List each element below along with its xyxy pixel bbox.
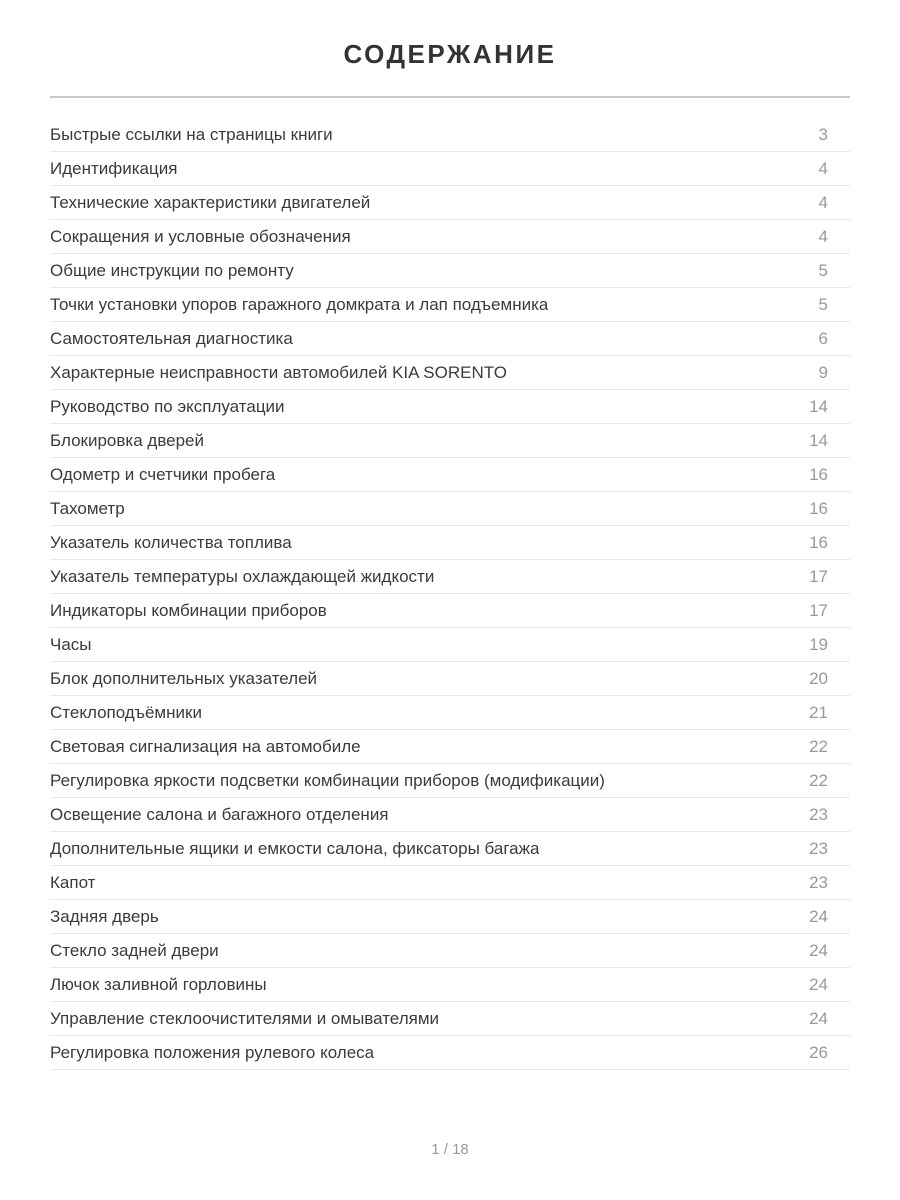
title-divider xyxy=(50,96,850,98)
toc-item-title: Руководство по эксплуатации xyxy=(50,396,285,416)
toc-item-page: 4 xyxy=(818,192,828,212)
toc-item-title: Часы xyxy=(50,634,92,654)
toc-item-page: 22 xyxy=(809,770,828,790)
toc-item-page: 23 xyxy=(809,838,828,858)
toc-row[interactable] xyxy=(50,424,850,458)
toc-row[interactable] xyxy=(50,492,850,526)
toc-row[interactable] xyxy=(50,628,850,662)
toc-item-title: Характерные неисправности автомобилей KIA SORENTO xyxy=(50,362,508,382)
toc-item-page: 26 xyxy=(809,1042,828,1062)
toc-item-page: 24 xyxy=(809,940,828,960)
toc-item-page: 4 xyxy=(818,226,828,246)
toc-item-title: Стеклоподъёмники xyxy=(50,702,202,722)
toc-item-title: Блокировка дверей xyxy=(50,430,205,450)
toc-row[interactable] xyxy=(50,152,850,186)
toc-row[interactable] xyxy=(50,764,850,798)
toc-row[interactable] xyxy=(50,118,850,152)
toc-item-page: 20 xyxy=(809,668,828,688)
toc-item-title: Блок дополнительных указателей xyxy=(50,668,318,688)
toc-row[interactable] xyxy=(50,526,850,560)
toc-item-title: Точки установки упоров гаражного домкрата и лап подъемника xyxy=(50,294,549,314)
toc-item-title: Регулировка яркости подсветки комбинации приборов (модификации) xyxy=(50,770,605,790)
toc-row[interactable] xyxy=(50,900,850,934)
toc-item-title: Технические характеристики двигателей xyxy=(50,192,371,212)
toc-item-page: 17 xyxy=(809,600,828,620)
toc-item-title: Управление стеклоочистителями и омывателями xyxy=(50,1008,439,1028)
toc-row[interactable] xyxy=(50,934,850,968)
toc-row[interactable] xyxy=(50,832,850,866)
toc-row[interactable] xyxy=(50,1036,850,1070)
page-title: СОДЕРЖАНИЕ xyxy=(343,39,557,69)
toc-item-page: 5 xyxy=(818,294,828,314)
toc-item-title: Идентификация xyxy=(50,158,178,178)
toc-item-page: 23 xyxy=(809,804,828,824)
toc-item-title: Лючок заливной горловины xyxy=(50,974,267,994)
toc-item-title: Тахометр xyxy=(50,498,125,518)
toc-item-title: Сокращения и условные обозначения xyxy=(50,226,351,246)
toc-item-page: 22 xyxy=(809,736,828,756)
toc-item-page: 21 xyxy=(809,702,828,722)
toc-item-page: 6 xyxy=(818,328,828,348)
toc-item-page: 16 xyxy=(809,532,828,552)
toc-item-page: 23 xyxy=(809,872,828,892)
toc-row[interactable] xyxy=(50,696,850,730)
toc-item-page: 5 xyxy=(818,260,828,280)
toc-item-title: Указатель количества топлива xyxy=(50,532,292,552)
toc-item-page: 9 xyxy=(818,362,828,382)
toc-item-page: 16 xyxy=(809,498,828,518)
toc-row[interactable] xyxy=(50,356,850,390)
toc-item-title: Одометр и счетчики пробега xyxy=(50,464,276,484)
toc-row[interactable] xyxy=(50,288,850,322)
toc-row[interactable] xyxy=(50,560,850,594)
toc-row[interactable] xyxy=(50,866,850,900)
toc-item-title: Быстрые ссылки на страницы книги xyxy=(50,124,333,144)
toc-item-page: 14 xyxy=(809,396,828,416)
toc-item-title: Задняя дверь xyxy=(50,906,159,926)
toc-item-title: Стекло задней двери xyxy=(50,940,219,960)
toc-row[interactable] xyxy=(50,730,850,764)
toc-item-page: 16 xyxy=(809,464,828,484)
toc-row[interactable] xyxy=(50,594,850,628)
toc-item-page: 24 xyxy=(809,906,828,926)
toc-row[interactable] xyxy=(50,798,850,832)
toc-row[interactable] xyxy=(50,968,850,1002)
toc-item-page: 24 xyxy=(809,1008,828,1028)
toc-item-title: Указатель температуры охлаждающей жидкости xyxy=(50,566,435,586)
toc-row[interactable] xyxy=(50,458,850,492)
toc-row[interactable] xyxy=(50,390,850,424)
toc-item-title: Индикаторы комбинации приборов xyxy=(50,600,327,620)
toc-item-title: Самостоятельная диагностика xyxy=(50,328,293,348)
toc-row[interactable] xyxy=(50,254,850,288)
toc-item-page: 17 xyxy=(809,566,828,586)
toc-item-page: 4 xyxy=(818,158,828,178)
toc-item-title: Регулировка положения рулевого колеса xyxy=(50,1042,375,1062)
toc-list xyxy=(50,118,850,1070)
page-indicator: 1 / 18 xyxy=(431,1141,469,1158)
toc-item-page: 19 xyxy=(809,634,828,654)
toc-item-title: Капот xyxy=(50,872,96,892)
toc-item-title: Освещение салона и багажного отделения xyxy=(50,804,389,824)
toc-row[interactable] xyxy=(50,220,850,254)
toc-row[interactable] xyxy=(50,1002,850,1036)
toc-item-page: 14 xyxy=(809,430,828,450)
toc-row[interactable] xyxy=(50,662,850,696)
toc-item-title: Общие инструкции по ремонту xyxy=(50,260,294,280)
toc-item-page: 24 xyxy=(809,974,828,994)
toc-item-page: 3 xyxy=(818,124,828,144)
toc-row[interactable] xyxy=(50,322,850,356)
toc-item-title: Световая сигнализация на автомобиле xyxy=(50,736,361,756)
toc-item-title: Дополнительные ящики и емкости салона, фиксаторы багажа xyxy=(50,838,540,858)
toc-row[interactable] xyxy=(50,186,850,220)
